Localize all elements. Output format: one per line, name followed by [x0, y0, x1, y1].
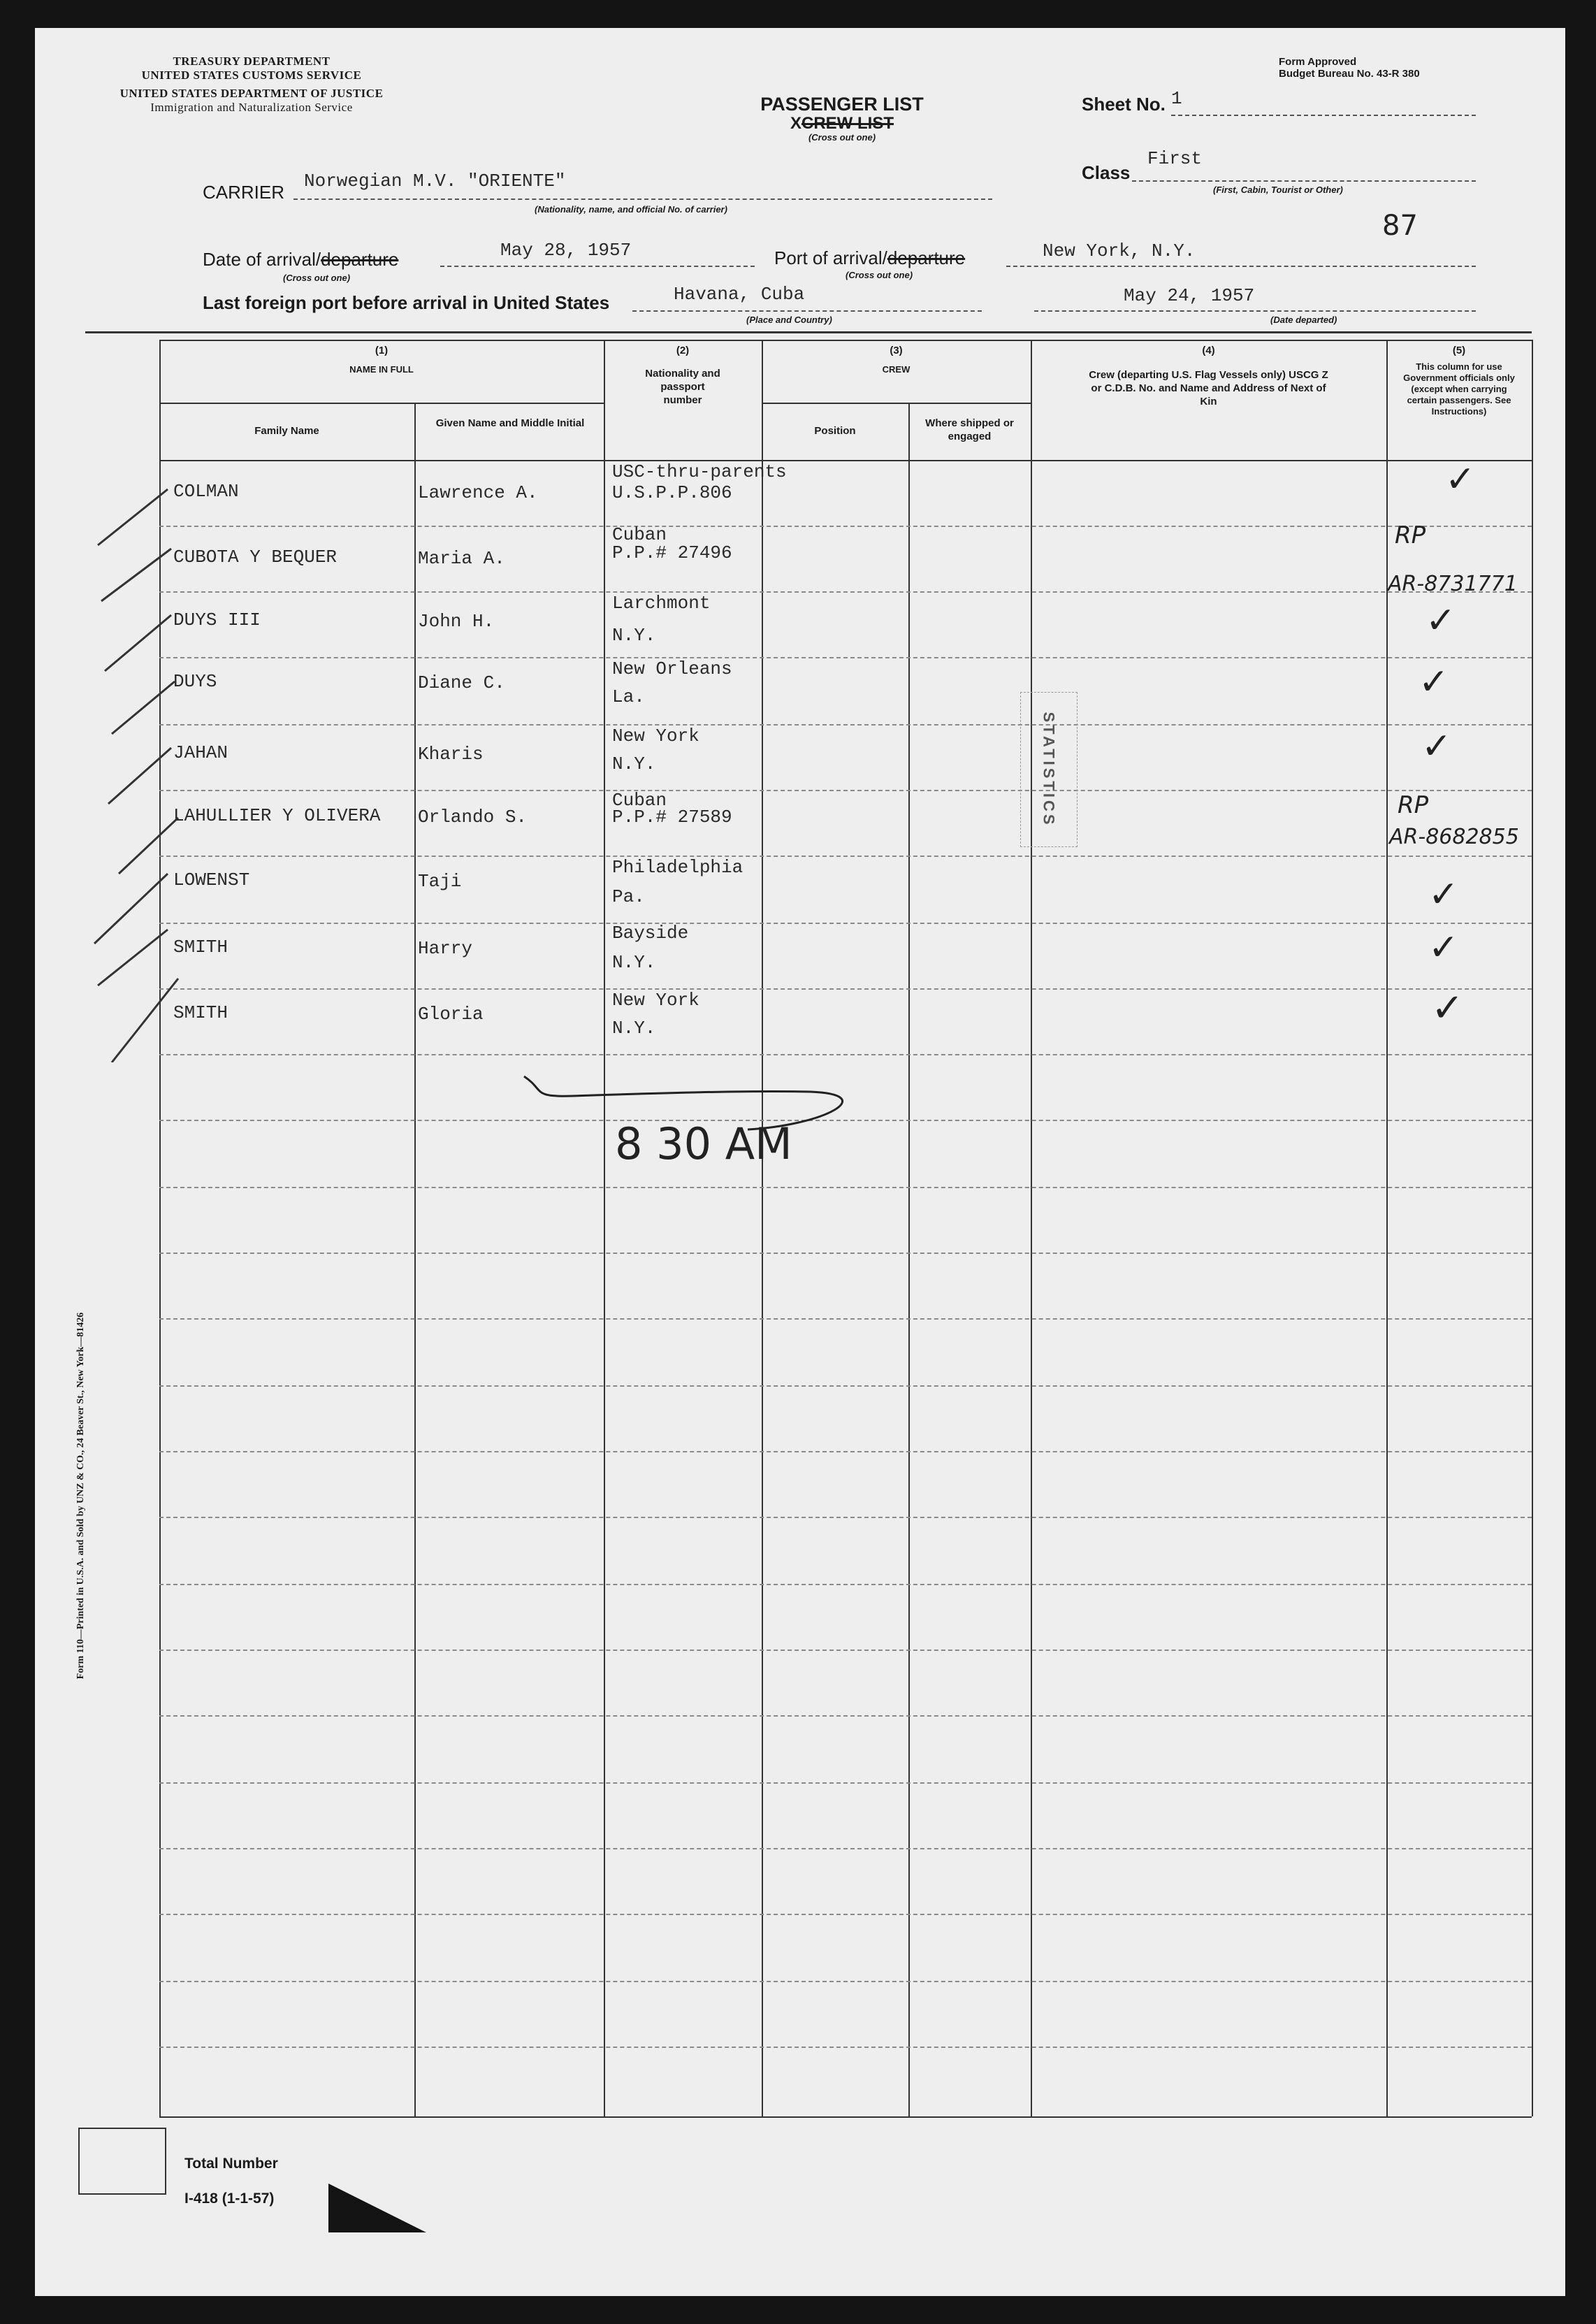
carrier-label: CARRIER [203, 182, 285, 203]
arrival-date: May 28, 1957 [500, 240, 632, 261]
row-separator [159, 1981, 1532, 1982]
col4-header [1031, 344, 1386, 408]
col5-number: (5) [1452, 345, 1466, 356]
row-1-nationality: USC-thru-parents [612, 461, 787, 482]
row-separator [159, 1318, 1532, 1320]
table-bottom-line [159, 2116, 1532, 2118]
title-block [741, 94, 943, 143]
row-separator [159, 923, 1532, 924]
row-separator [159, 1584, 1532, 1585]
row-6-alien-reg: AR-8682855 [1389, 825, 1519, 849]
row-9-check: ✓ [1431, 986, 1464, 1031]
col2-title: Nationality and passport number [645, 368, 720, 406]
class-value: First [1147, 148, 1203, 169]
total-number-box [78, 2128, 166, 2195]
title-alt-struck: CREW LIST [801, 114, 894, 133]
position-header: Position [814, 425, 856, 437]
row-separator [159, 657, 1532, 658]
row-2-gov-note: RP [1395, 521, 1426, 549]
page-number: 87 [1382, 210, 1418, 242]
row-3-nationality: Larchmont [612, 593, 711, 614]
side-print: Form 110—Printed in U.S.A. and Sold by UNZ & CO., 24 Beaver St., New York—81426 [75, 1312, 86, 1680]
budget-bureau: Budget Bureau No. 43-R 380 [1279, 68, 1420, 80]
row-separator [159, 1650, 1532, 1651]
row-8-family: SMITH [173, 937, 228, 958]
row-2-family: CUBOTA Y BEQUER [173, 547, 338, 568]
row-4-given: Diane C. [418, 672, 505, 693]
date-departed-value: May 24, 1957 [1124, 285, 1255, 306]
margin-tick-marks [91, 482, 182, 1062]
arrival-cross-note: (Cross out one) [283, 273, 351, 283]
row-separator [159, 1253, 1532, 1254]
col2-number: (2) [676, 345, 690, 356]
departure-struck: departure [321, 249, 399, 270]
last-port-value: Havana, Cuba [674, 284, 805, 305]
arrival-label [203, 249, 398, 270]
carrier-note: (Nationality, name, and official No. of carrier) [535, 204, 727, 215]
family-name-header: Family Name [254, 425, 319, 437]
row-3-check: ✓ [1425, 600, 1456, 642]
arrival-label-text: Date of arrival/ [203, 249, 321, 270]
col-divider-crew [1031, 340, 1032, 2116]
agency-line-3: UNITED STATES DEPARTMENT OF JUSTICE [119, 87, 384, 100]
col-divider-position [908, 404, 910, 2116]
col3-number: (3) [890, 345, 903, 356]
title-alt-prefix: X [790, 114, 801, 133]
row-5-check: ✓ [1421, 726, 1452, 767]
crew-subhead-line [762, 403, 1031, 404]
page-title: PASSENGER LIST [760, 94, 924, 115]
agency-line-4: Immigration and Naturalization Service [150, 101, 353, 114]
row-3-family: DUYS III [173, 609, 261, 630]
shipped-header: Where shipped or engaged [925, 417, 1014, 442]
row-separator [159, 790, 1532, 791]
title-cross-note: (Cross out one) [808, 132, 876, 143]
given-name-header: Given Name and Middle Initial [435, 417, 585, 429]
row-4-passport: La. [612, 686, 645, 707]
row-separator [159, 1451, 1532, 1452]
port-line [1006, 266, 1476, 267]
row-5-nationality: New York [612, 726, 699, 746]
arrival-line [440, 266, 755, 267]
row-7-passport: Pa. [612, 886, 645, 907]
port-departure-struck: departure [887, 247, 966, 268]
handwritten-time: 8 30 AM [615, 1118, 792, 1169]
col-divider-nationality [762, 340, 763, 2116]
class-label: Class [1082, 162, 1131, 183]
row-4-check: ✓ [1419, 661, 1449, 703]
last-port-label: Last foreign port before arrival in United States [203, 292, 610, 313]
col-divider-name [604, 340, 605, 2116]
col5-header [1386, 344, 1532, 417]
date-departed-note: (Date departed) [1270, 315, 1337, 325]
carrier-line [293, 199, 992, 200]
class-line [1132, 180, 1476, 182]
sheet-number: 1 [1171, 88, 1182, 109]
row-6-passport: P.P.# 27589 [612, 807, 732, 828]
port-label [774, 247, 965, 269]
row-4-family: DUYS [173, 671, 217, 692]
row-1-passport: U.S.P.P.806 [612, 482, 732, 503]
row-separator [159, 1385, 1532, 1387]
name-subhead-line [159, 403, 604, 404]
row-separator [159, 1914, 1532, 1915]
row-separator [159, 988, 1532, 990]
row-8-check: ✓ [1428, 927, 1459, 969]
row-separator [159, 2047, 1532, 2048]
col1-title: NAME IN FULL [349, 364, 414, 375]
col4-title: Crew (departing U.S. Flag Vessels only) USCG Z or C.D.B. No. and Name and Address of Next of Kin [1089, 369, 1328, 407]
port-value: New York, N.Y. [1043, 240, 1196, 261]
row-2-nationality: Cuban [612, 524, 667, 545]
row-5-given: Kharis [418, 744, 484, 765]
row-separator [159, 724, 1532, 726]
row-6-nationality: Cuban [612, 790, 667, 811]
carrier-value: Norwegian M.V. "ORIENTE" [304, 171, 566, 192]
row-separator [159, 591, 1532, 593]
row-separator [159, 1054, 1532, 1055]
agency-block [77, 55, 426, 115]
table-right-border [1532, 340, 1533, 2116]
row-7-check: ✓ [1428, 874, 1459, 916]
port-cross-note: (Cross out one) [846, 270, 913, 280]
row-9-nationality: New York [612, 990, 699, 1011]
row-6-family: LAHULLIER Y OLIVERA [173, 805, 381, 826]
total-number-label: Total Number [184, 2156, 278, 2172]
row-separator [159, 1517, 1532, 1518]
row-3-passport: N.Y. [612, 625, 656, 646]
col4-number: (4) [1202, 345, 1215, 356]
header-bottom-line [159, 460, 1532, 461]
row-1-given: Lawrence A. [418, 482, 538, 503]
row-3-given: John H. [418, 611, 495, 632]
statistics-stamp [1020, 692, 1078, 847]
col-divider-kin [1386, 340, 1388, 2116]
form-approved-block [1279, 56, 1420, 80]
form-code: I-418 (1-1-57) [184, 2191, 275, 2207]
row-7-given: Taji [418, 871, 462, 892]
form-approved: Form Approved [1279, 56, 1357, 68]
col-divider-family [414, 404, 416, 2116]
row-separator [159, 856, 1532, 857]
sheet-label: Sheet No. [1082, 94, 1166, 115]
last-port-line [632, 310, 982, 312]
place-note: (Place and Country) [746, 315, 832, 325]
date-departed-line [1034, 310, 1476, 312]
agency-line-2: UNITED STATES CUSTOMS SERVICE [141, 68, 362, 82]
col3-title: CREW [882, 364, 911, 375]
row-8-nationality: Bayside [612, 923, 689, 944]
torn-corner [328, 2184, 426, 2232]
row-8-passport: N.Y. [612, 952, 656, 973]
row-4-nationality: New Orleans [612, 658, 732, 679]
agency-line-1: TREASURY DEPARTMENT [173, 55, 331, 68]
row-9-given: Gloria [418, 1004, 484, 1025]
col1-number: (1) [375, 345, 389, 356]
row-separator [159, 1715, 1532, 1717]
row-2-given: Maria A. [418, 548, 505, 569]
row-separator [159, 526, 1532, 527]
table-top-rule [85, 331, 1532, 333]
col2-header [604, 344, 762, 407]
col5-title: This column for use Government officials only (except when carrying certain passengers. See Instructions) [1403, 361, 1515, 417]
row-separator [159, 1848, 1532, 1849]
row-7-nationality: Philadelphia [612, 857, 743, 878]
row-8-given: Harry [418, 938, 473, 959]
row-separator [159, 1782, 1532, 1784]
row-1-family: COLMAN [173, 481, 239, 502]
row-1-check: ✓ [1445, 459, 1476, 500]
table-top-line [159, 340, 1532, 341]
sheet-line [1171, 115, 1476, 116]
row-9-passport: N.Y. [612, 1018, 656, 1039]
row-2-passport: P.P.# 27496 [612, 542, 732, 563]
stamp-text: STATISTICS [1040, 712, 1059, 828]
col1-header [159, 344, 604, 376]
row-7-family: LOWENST [173, 869, 250, 890]
port-label-text: Port of arrival/ [774, 247, 887, 268]
row-9-family: SMITH [173, 1002, 228, 1023]
title-alt [741, 115, 943, 132]
row-6-gov-note: RP [1398, 791, 1429, 819]
row-5-passport: N.Y. [612, 753, 656, 774]
row-5-family: JAHAN [173, 742, 228, 763]
class-note: (First, Cabin, Tourist or Other) [1213, 185, 1343, 195]
col3-header [762, 344, 1031, 376]
row-2-alien-reg: AR-8731771 [1388, 572, 1518, 596]
row-6-given: Orlando S. [418, 807, 528, 828]
